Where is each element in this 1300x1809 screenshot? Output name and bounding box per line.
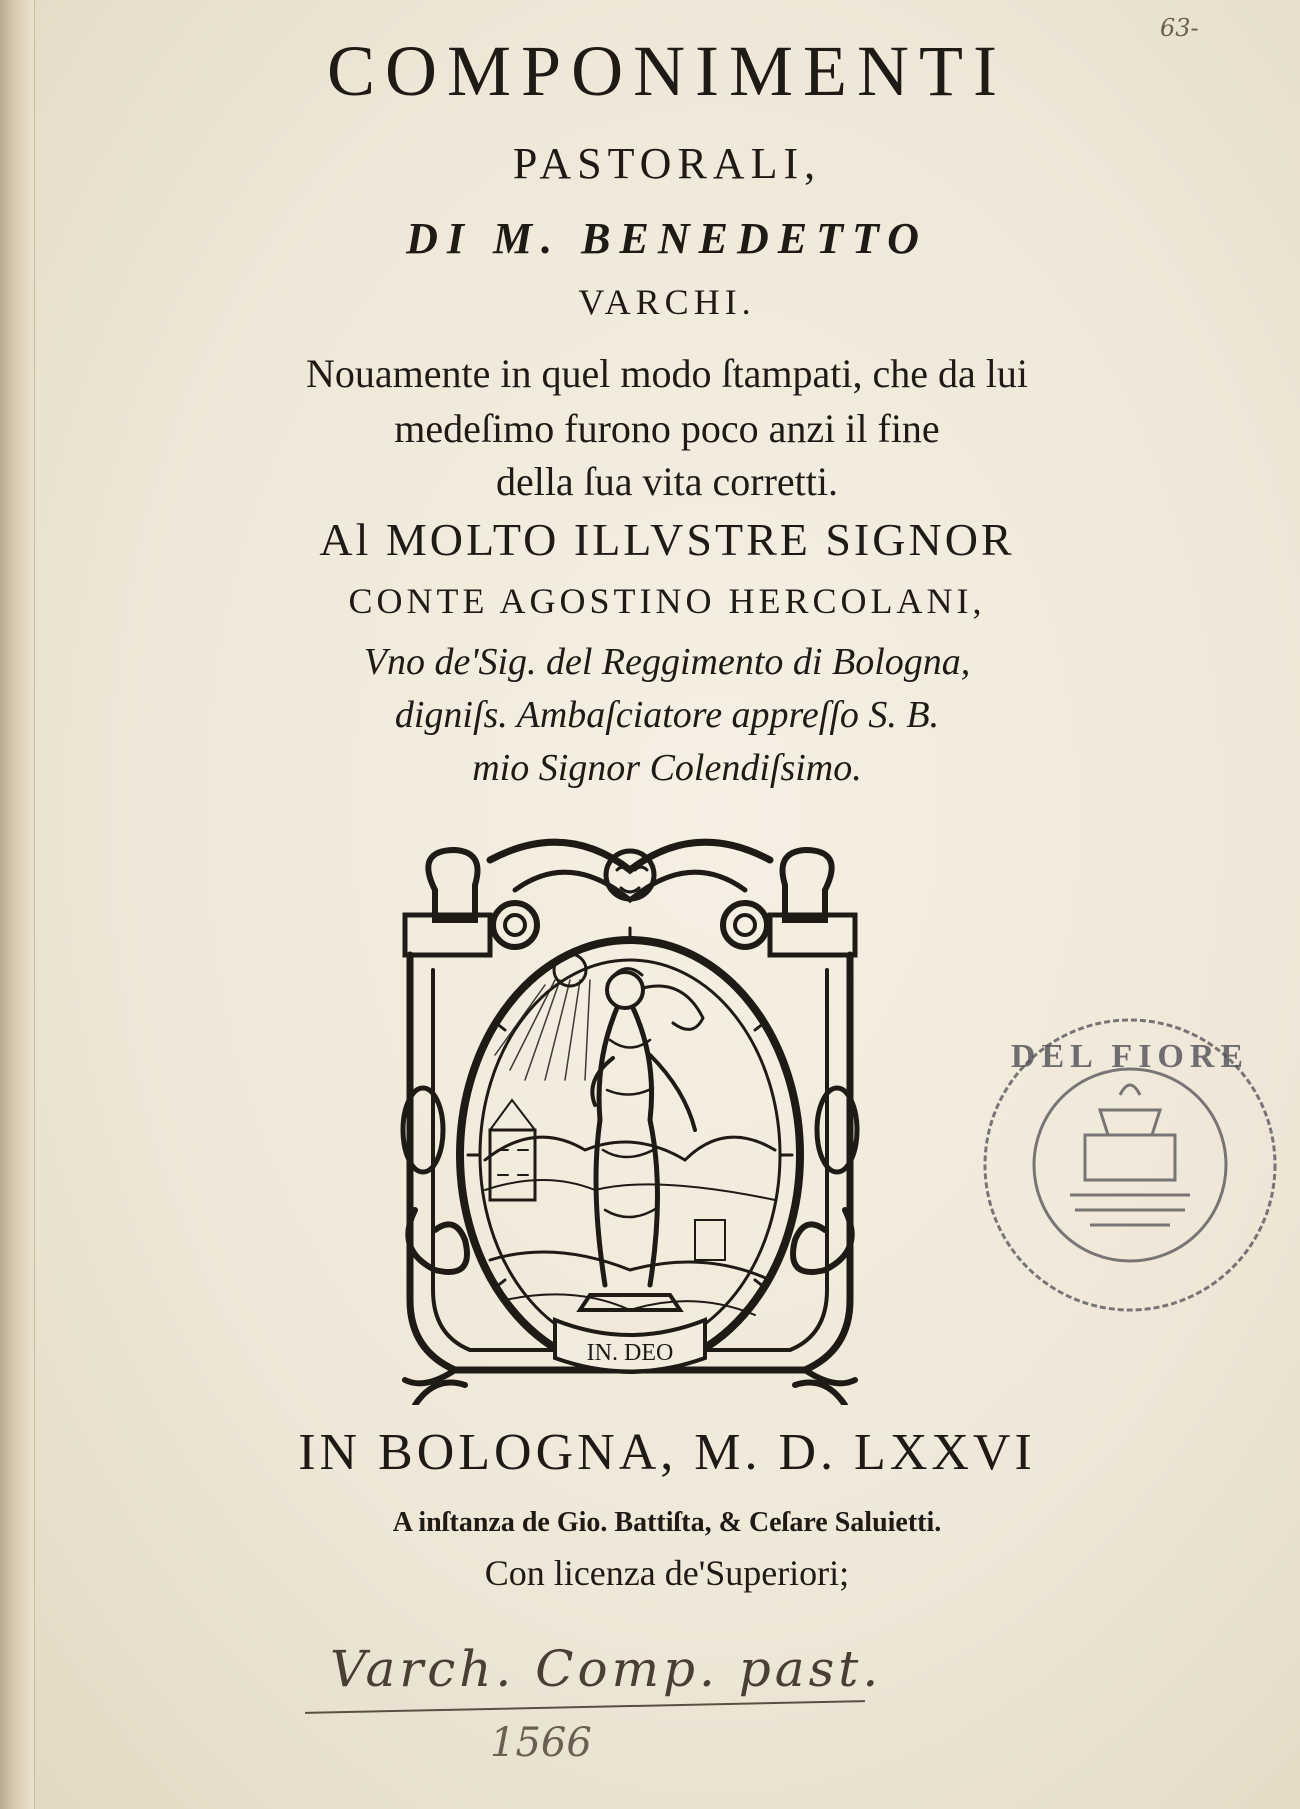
dedication-line-3: Vno de'Sig. del Reggimento di Bologna, — [363, 641, 971, 683]
dedication-line-5: mio Signor Colendiſsimo. — [472, 747, 862, 789]
imprint-line-3: Con licenza de'Superiori; — [484, 1553, 850, 1593]
title-line-1: COMPONIMENTI — [326, 31, 1007, 111]
dedication-line-4: digniſs. Ambaſciatore appreſſo S. B. — [394, 694, 940, 736]
stamp-text: DEL FIORE — [1010, 1038, 1250, 1075]
page-edge — [0, 0, 35, 1809]
device-motto: IN. DEO — [586, 1340, 674, 1366]
subtitle-line-1: Nouamente in quel modo ſtampati, che da lui — [305, 351, 1029, 396]
handwritten-note: Varch. Comp. past. — [330, 1640, 883, 1698]
imprint-line-1: IN BOLOGNA, M. D. LXXVI — [298, 1424, 1036, 1481]
handwritten-year: 1566 — [490, 1720, 592, 1766]
subtitle-line-3: della ſua vita corretti. — [495, 459, 839, 504]
author-line: DI M. BENEDETTO — [406, 214, 928, 263]
library-stamp — [980, 1015, 1280, 1315]
handwritten-underline — [305, 1700, 865, 1714]
dedication-line-1: Al MOLTO ILLVSTRE SIGNOR — [319, 514, 1015, 565]
author-surname: VARCHI. — [578, 282, 756, 322]
printer-device-woodcut — [395, 830, 865, 1405]
title-line-2: PASTORALI, — [512, 139, 822, 188]
dedication-line-2: CONTE AGOSTINO HERCOLANI, — [348, 581, 986, 621]
shelfmark-handwriting: 63- — [1160, 14, 1199, 42]
subtitle-line-2: medeſimo furono poco anzi il fine — [394, 406, 940, 451]
imprint-line-2: A inſtanza de Gio. Battiſta, & Ceſare Saluietti. — [392, 1507, 942, 1538]
